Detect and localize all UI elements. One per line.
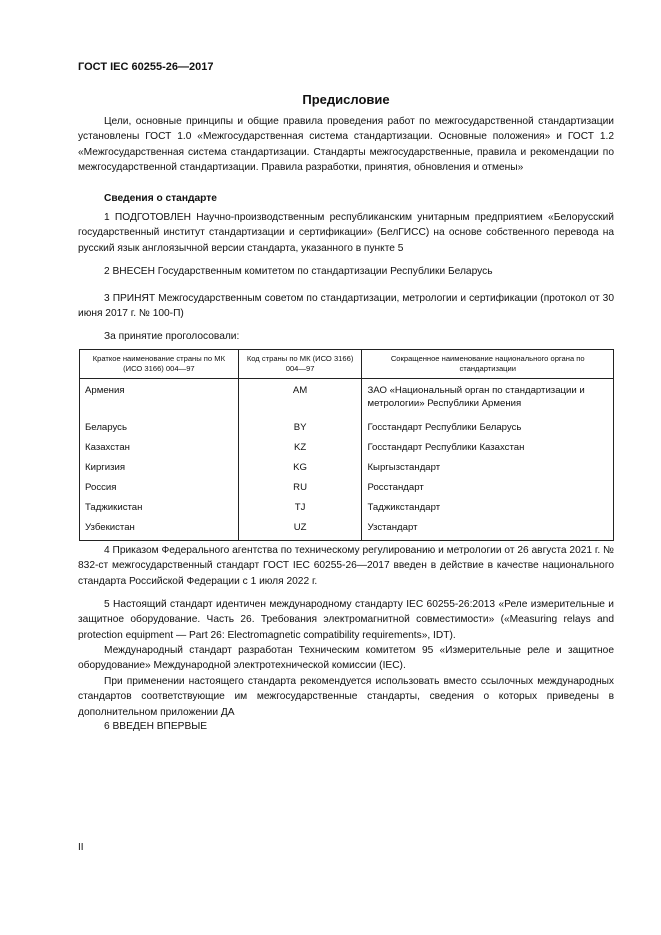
vote-label: За принятие проголосовали: (104, 331, 240, 342)
document-header: ГОСТ IEC 60255-26—2017 (78, 61, 214, 73)
organ-cell: Госстандарт Республики Казахстан (362, 438, 614, 458)
item-3-text: 3 ПРИНЯТ Межгосударственным советом по стандартизации, метрологии и сертификации (протокол от 30 июня 2017 г. № 100-П) (78, 293, 614, 320)
table-row (80, 478, 614, 498)
item-2-text: 2 ВНЕСЕН Государственным комитетом по стандартизации Республики Беларусь (104, 266, 493, 277)
item-1-paragraph (78, 210, 614, 256)
code-cell: BY (238, 418, 362, 438)
item-1-text: 1 ПОДГОТОВЛЕН Научно-производственным республиканским унитарным предприятием «Белорусский государственный институт стандартизации и сертификации» (БелГИСС) на основе собственного перевода на русский язык англоязычной версии стандарта, указанного в пункте 5 (78, 212, 614, 254)
intro-paragraph (78, 114, 614, 175)
item-4-paragraph (78, 543, 614, 589)
item-6-paragraph (78, 719, 614, 734)
table-header-country: Краткое наименование страны по МК (ИСО 3166) 004—97 (80, 350, 239, 379)
table-header-row (80, 350, 614, 379)
country-cell: Россия (80, 478, 239, 498)
table-row (80, 418, 614, 438)
code-cell: KG (238, 458, 362, 478)
item-5-ref-text: При применении настоящего стандарта рекомендуется использовать вместо ссылочных международных стандартов соответствующие им межгосударственные стандарты, сведения о которых приведены в дополнительном приложении ДА (78, 676, 614, 718)
item-5-text: 5 Настоящий стандарт идентичен международному стандарту IEC 60255-26:2013 «Реле измерительные и защитное оборудование. Часть 26. Требования электромагнитной совместимости» («Measuring relays and protection equipment — Part 26: Electromagnetic compatibility requirements», IDT). (78, 599, 614, 641)
page-title: Предисловие (302, 92, 390, 107)
organ-cell: Кыргызстандарт (362, 458, 614, 478)
vote-label-paragraph (78, 329, 614, 344)
item-4-text: 4 Приказом Федерального агентства по техническому регулированию и метрологии от 26 августа 2021 г. № 832-ст межгосударственный стандарт ГОСТ IEC 60255-26—2017 введен в действие в качестве национального стандарта Российской Федерации с 1 июля 2022 г. (78, 545, 614, 587)
organ-cell: Росстандарт (362, 478, 614, 498)
code-cell: KZ (238, 438, 362, 458)
item-3-paragraph (78, 291, 614, 322)
item-5-tc-text: Международный стандарт разработан Техническим комитетом 95 «Измерительные реле и защитное оборудование» Международной электротехнической комиссии (IEC). (78, 645, 614, 672)
table-row (80, 458, 614, 478)
item-2-paragraph (78, 264, 614, 279)
country-cell: Армения (80, 379, 239, 419)
code-cell: AM (238, 379, 362, 419)
item-5-ref-paragraph (78, 674, 614, 720)
item-5-tc-paragraph (78, 643, 614, 674)
code-cell: UZ (238, 518, 362, 541)
country-cell: Киргизия (80, 458, 239, 478)
table-row (80, 379, 614, 419)
country-cell: Таджикистан (80, 498, 239, 518)
table-header-code: Код страны по МК (ИСО 3166) 004—97 (238, 350, 362, 379)
organ-cell: Госстандарт Республики Беларусь (362, 418, 614, 438)
table-row (80, 518, 614, 541)
intro-text: Цели, основные принципы и общие правила проведения работ по межгосударственной стандартизации установлены ГОСТ 1.0 «Межгосударственная система стандартизации. Основные положения» и ГОСТ 1.2 «Межгосударственная система стандартизации. Стандарты межгосударственные, правила и рекомендации по межгосударственной стандартизации. Правила разработки, принятия, обновления и отмены» (78, 116, 614, 173)
organ-cell: Узстандарт (362, 518, 614, 541)
section-subtitle: Сведения о стандарте (104, 193, 217, 204)
code-cell: RU (238, 478, 362, 498)
table-row (80, 498, 614, 518)
item-5-paragraph (78, 597, 614, 643)
country-cell: Узбекистан (80, 518, 239, 541)
organ-cell: ЗАО «Национальный орган по стандартизации и метрологии» Республики Армения (362, 379, 614, 419)
organ-cell: Таджикстандарт (362, 498, 614, 518)
page-number: II (78, 842, 84, 853)
code-cell: TJ (238, 498, 362, 518)
voting-table (79, 349, 614, 541)
item-6-text: 6 ВВЕДЕН ВПЕРВЫЕ (104, 721, 208, 732)
country-cell: Казахстан (80, 438, 239, 458)
table-header-organ: Сокращенное наименование национального органа по стандартизации (362, 350, 614, 379)
table-row (80, 438, 614, 458)
country-cell: Беларусь (80, 418, 239, 438)
